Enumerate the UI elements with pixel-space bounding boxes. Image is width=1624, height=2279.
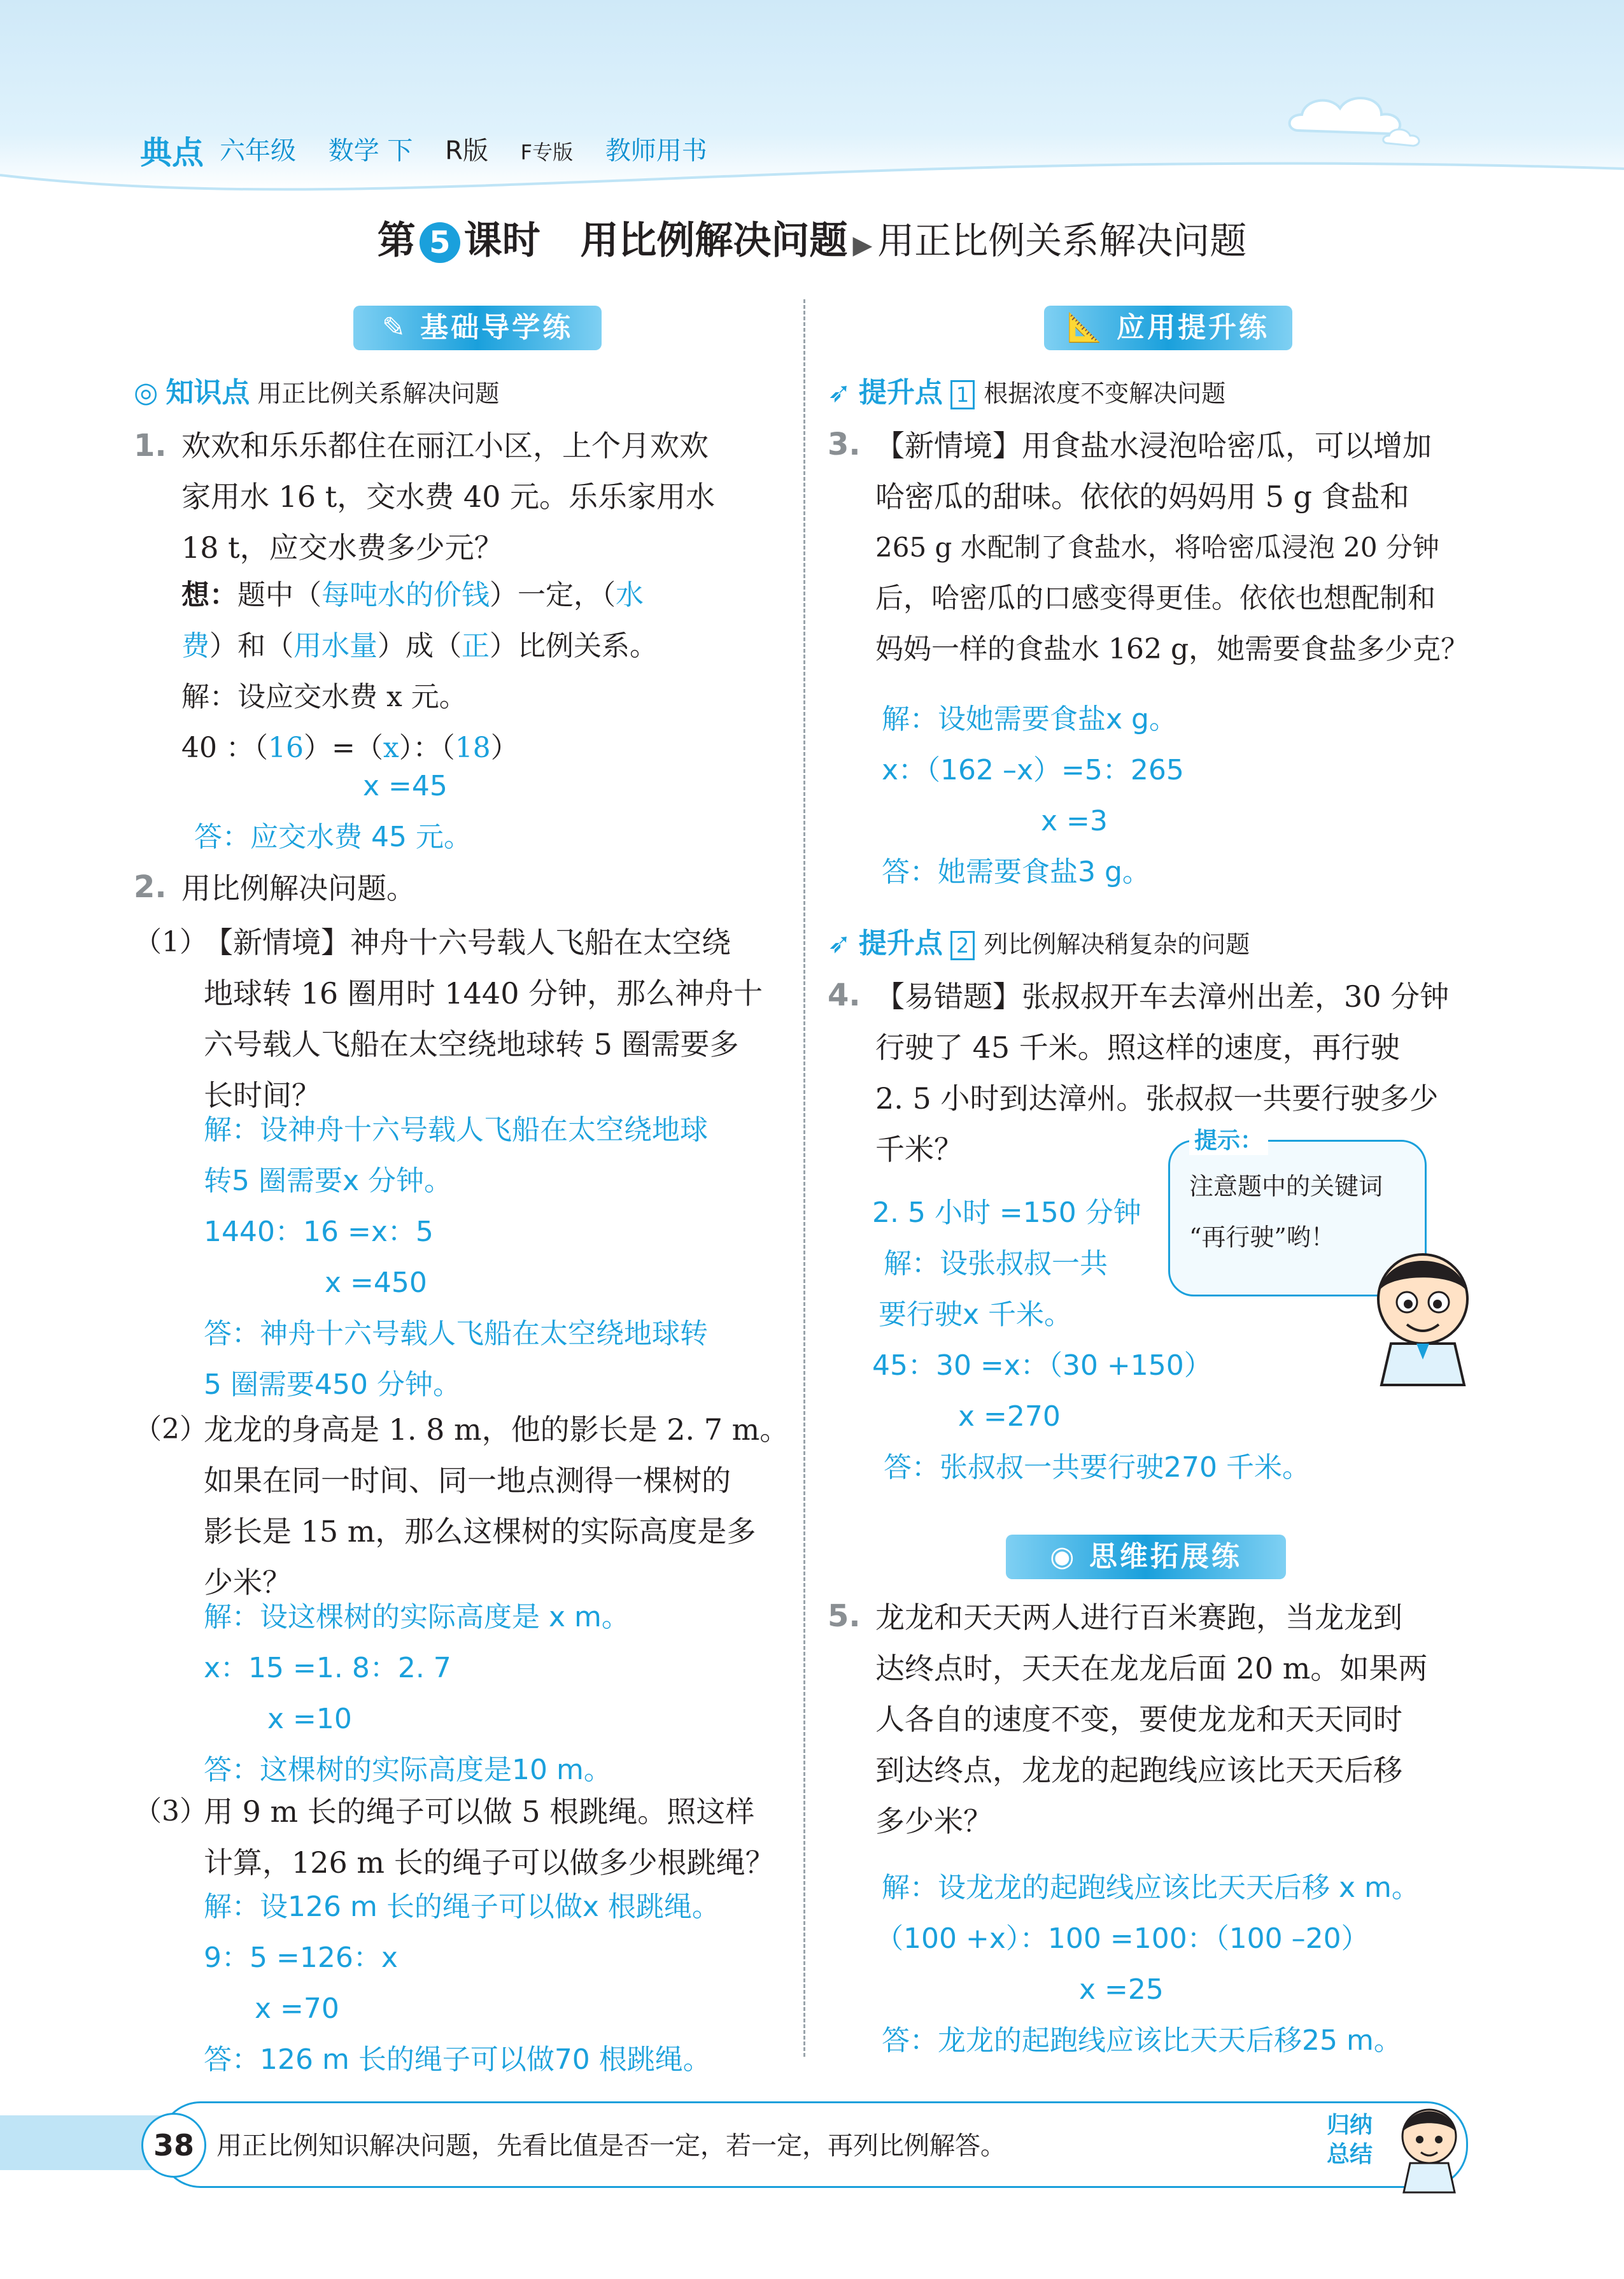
title-main: 用比例解决问题: [580, 218, 848, 263]
special-edition-label: F专版: [520, 140, 574, 164]
title-sub: 用正比例关系解决问题: [877, 219, 1247, 262]
brand-logo: 典点: [140, 134, 204, 171]
question-number: 5.: [828, 1598, 861, 1634]
think-text: ）一定，（: [490, 579, 616, 611]
page-number: 38: [141, 2113, 206, 2178]
banner-thinking: [1006, 1535, 1286, 1579]
question-5-text: [875, 1592, 1486, 1847]
blank-answer: 18: [455, 732, 491, 764]
text-line: 到达终点，龙龙的起跑线应该比天天后移: [875, 1753, 1402, 1787]
lesson-number-badge: 5: [420, 222, 460, 263]
answer-line: x =10: [267, 1703, 352, 1735]
equation-line: [181, 723, 793, 774]
part-2-text: [204, 1404, 789, 1608]
banner-application: [1044, 306, 1292, 350]
compass-icon: ✎: [381, 311, 421, 344]
eq-part: ）=（: [303, 732, 383, 764]
text-line: 少米？: [204, 1565, 292, 1600]
page-title: [0, 210, 1624, 265]
answer-line: 要行驶x 千米。: [879, 1298, 1073, 1331]
question-number: 3.: [828, 427, 861, 462]
text-line: 【新情境】神舟十六号载人飞船在太空绕: [204, 925, 731, 960]
summary-text: 用正比例知识解决问题，先看比值是否一定，若一定，再列比例解答。: [216, 2131, 1006, 2161]
think-text: ）成（: [378, 630, 462, 662]
book-info: [220, 131, 731, 167]
text-line: 影长是 15 m，那么这棵树的实际高度是多: [204, 1514, 756, 1549]
eq-part: ）: [490, 732, 519, 764]
hint-line: 注意题中的关键词: [1189, 1172, 1383, 1200]
text-line: 265 g 水配制了食盐水，将哈密瓜浸泡 20 分钟: [875, 532, 1439, 563]
question-3-text: [875, 420, 1486, 675]
answer-line: x =270: [958, 1400, 1061, 1433]
subject-label: 数学 下: [328, 136, 413, 166]
think-text: ）和（: [209, 630, 293, 662]
answer-line: 1440：16 =x：5: [204, 1216, 434, 1248]
text-line: 地球转 16 圈用时 1440 分钟，那么神舟十: [204, 976, 763, 1011]
hint-body: [1189, 1161, 1412, 1263]
text-line: 六号载人飞船在太空绕地球转 5 圈需要多: [204, 1027, 739, 1061]
title-suffix: 课时: [463, 218, 540, 263]
blank-answer: 费: [181, 630, 209, 662]
text-line: 多少米？: [875, 1804, 992, 1838]
summary-badge: [1305, 2111, 1394, 2181]
text-line: 18 t，应交水费多少元？: [181, 530, 504, 565]
part-3-text: [204, 1786, 789, 1888]
solve-line: 解：设应交水费 x 元。: [181, 681, 467, 713]
answer-line: x =25: [1079, 1973, 1164, 2006]
globe-icon: ◉: [1050, 1540, 1089, 1573]
ruler-icon: 📐: [1066, 311, 1117, 344]
cloud-icon: [1280, 80, 1445, 156]
blank-answer: 水: [616, 579, 644, 611]
blank-answer: x: [383, 732, 399, 764]
question-number: 2.: [134, 869, 167, 905]
think-text: ）比例关系。: [490, 630, 658, 662]
answer-line: 解：设神舟十六号载人飞船在太空绕地球: [204, 1114, 708, 1146]
teacher-book-label: 教师用书: [605, 136, 707, 166]
target-icon: ◎: [134, 376, 159, 409]
text-line: 家用水 16 t，交水费 40 元。乐乐家用水: [181, 479, 716, 514]
text-line: 达终点时，天天在龙龙后面 20 m。如果两: [875, 1651, 1428, 1686]
text-line: 龙龙的身高是 1. 8 m，他的影长是 2. 7 m。: [204, 1412, 789, 1447]
text-line: 【新情境】用食盐水浸泡哈密瓜，可以增加: [875, 429, 1432, 463]
question-5-answer: [875, 1863, 1455, 2066]
hint-title: 提示：: [1189, 1123, 1268, 1155]
section-upgrade-number: 1: [950, 380, 975, 409]
part-number: （1）: [134, 926, 208, 958]
think-label: 想：: [181, 579, 237, 611]
text-line: 后，哈密瓜的口感变得更佳。依依也想配制和: [875, 582, 1436, 614]
part-1-answer: [204, 1105, 789, 1410]
edition-label: R版: [445, 136, 488, 166]
answer-line: （100 +x）：100 =100：（100 –20）: [875, 1922, 1369, 1955]
section-upgrade-tag: 提升点: [858, 927, 943, 960]
answer-line: 答：她需要食盐3 g。: [882, 856, 1150, 888]
section-upgrade-text: 根据浓度不变解决问题: [984, 380, 1226, 408]
answer-line: 解：设这棵树的实际高度是 x m。: [204, 1601, 630, 1633]
blank-answer: 每吨水的价钱: [321, 579, 490, 611]
answer-line: x =450: [325, 1267, 427, 1299]
hint-line: “再行驶”哟！: [1189, 1223, 1335, 1251]
part-1-text: [204, 917, 789, 1121]
text-line: 人各自的速度不变，要使龙龙和天天同时: [875, 1702, 1402, 1736]
question-3-answer: [882, 694, 1455, 898]
part-number: （2）: [134, 1413, 208, 1445]
banner-basic: [353, 306, 602, 350]
banner-basic-label: 基础导学练: [420, 311, 574, 344]
answer-line: x =3: [1041, 805, 1108, 837]
answer-line: 答：张叔叔一共要行驶270 千米。: [884, 1451, 1310, 1484]
section-knowledge: [134, 369, 499, 410]
section-upgrade-text: 列比例解决稍复杂的问题: [984, 930, 1250, 958]
question-2-text: 用比例解决问题。: [181, 871, 416, 905]
triangle-icon: ▶: [852, 231, 873, 260]
rocket-icon: ➶: [828, 376, 851, 409]
answer-line: 解：设她需要食盐x g。: [882, 703, 1177, 735]
answer-line: 解：设126 m 长的绳子可以做x 根跳绳。: [204, 1891, 720, 1923]
question-text: [181, 420, 793, 573]
answer-line: 答：龙龙的起跑线应该比天天后移25 m。: [882, 2024, 1402, 2057]
text-line: 哈密瓜的甜味。依依的妈妈用 5 g 食盐和: [875, 479, 1409, 514]
eq-part: 40 ：（: [181, 732, 268, 764]
answer-line: x =70: [255, 1992, 339, 2025]
answer-line: x：15 =1. 8：2. 7: [204, 1652, 451, 1684]
text-line: 龙龙和天天两人进行百米赛跑，当龙龙到: [875, 1600, 1402, 1635]
answer-line: 解：设张叔叔一共: [884, 1247, 1108, 1280]
answer-line: x：（162 –x）=5：265: [882, 754, 1184, 786]
text-line: 2. 5 小时到达漳州。张叔叔一共要行驶多少: [875, 1081, 1439, 1116]
answer-line: 9：5 =126：x: [204, 1942, 398, 1974]
think-text: 题中（: [237, 579, 321, 611]
text-line: 千米？: [875, 1132, 963, 1167]
column-divider: [803, 299, 805, 2057]
text-line: 如果在同一时间、同一地点测得一棵树的: [204, 1463, 731, 1498]
section-upgrade-number: 2: [950, 931, 975, 960]
section-upgrade-tag: 提升点: [858, 376, 943, 409]
grade-label: 六年级: [220, 136, 296, 166]
cartoon-kid-icon: [1394, 2105, 1464, 2194]
summary-badge-line: 归纳: [1326, 2112, 1373, 2138]
blank-answer: 用水量: [293, 630, 378, 662]
summary-badge-line: 总结: [1326, 2141, 1373, 2168]
section-upgrade-1: [828, 369, 1225, 410]
question-number: 1.: [134, 428, 167, 464]
answer-line: 转5 圈需要x 分钟。: [204, 1165, 453, 1197]
part-2-answer: [204, 1592, 789, 1796]
answer-line: 2. 5 小时 =150 分钟: [872, 1196, 1141, 1229]
answer-line: 答：这棵树的实际高度是10 m。: [204, 1754, 612, 1786]
text-line: 用 9 m 长的绳子可以做 5 根跳绳。照这样: [204, 1794, 755, 1829]
answer-line: 解：设龙龙的起跑线应该比天天后移 x m。: [882, 1871, 1420, 1904]
answer-line: 5 圈需要450 分钟。: [204, 1368, 461, 1401]
part-number: （3）: [134, 1795, 208, 1828]
answer-line: 45：30 =x：（30 +150）: [872, 1349, 1212, 1382]
eq-part: ）：（: [399, 732, 455, 764]
section-knowledge-tag: 知识点: [166, 376, 250, 409]
rocket-icon: ➶: [828, 927, 851, 960]
cartoon-boy-icon: [1362, 1248, 1483, 1388]
blank-answer: 正: [462, 630, 490, 662]
text-line: 计算，126 m 长的绳子可以做多少根跳绳？: [204, 1845, 775, 1880]
answer-line: 答：126 m 长的绳子可以做70 根跳绳。: [204, 2043, 711, 2076]
section-knowledge-text: 用正比例关系解决问题: [257, 380, 500, 408]
question-number: 4.: [828, 977, 861, 1013]
text-line: 妈妈一样的食盐水 162 g，她需要食盐多少克？: [875, 633, 1469, 665]
text-line: 【易错题】张叔叔开车去漳州出差，30 分钟: [875, 979, 1450, 1014]
text-line: 欢欢和乐乐都住在丽江小区，上个月欢欢: [181, 429, 709, 463]
blank-answer: 16: [267, 732, 304, 764]
answer-line: 答：神舟十六号载人飞船在太空绕地球转: [204, 1317, 708, 1350]
banner-application-label: 应用提升练: [1117, 311, 1270, 344]
section-upgrade-2: [828, 920, 1250, 961]
think-block: [181, 570, 793, 774]
text-line: 行驶了 45 千米。照这样的速度，再行驶: [875, 1030, 1400, 1065]
title-prefix: 第: [377, 218, 416, 263]
answer-result: x =45: [363, 770, 448, 802]
text-line: 长时间？: [204, 1078, 321, 1112]
banner-thinking-label: 思维拓展练: [1089, 1540, 1242, 1573]
part-3-answer: [204, 1882, 789, 2085]
answer-statement: 答：应交水费 45 元。: [194, 821, 472, 853]
